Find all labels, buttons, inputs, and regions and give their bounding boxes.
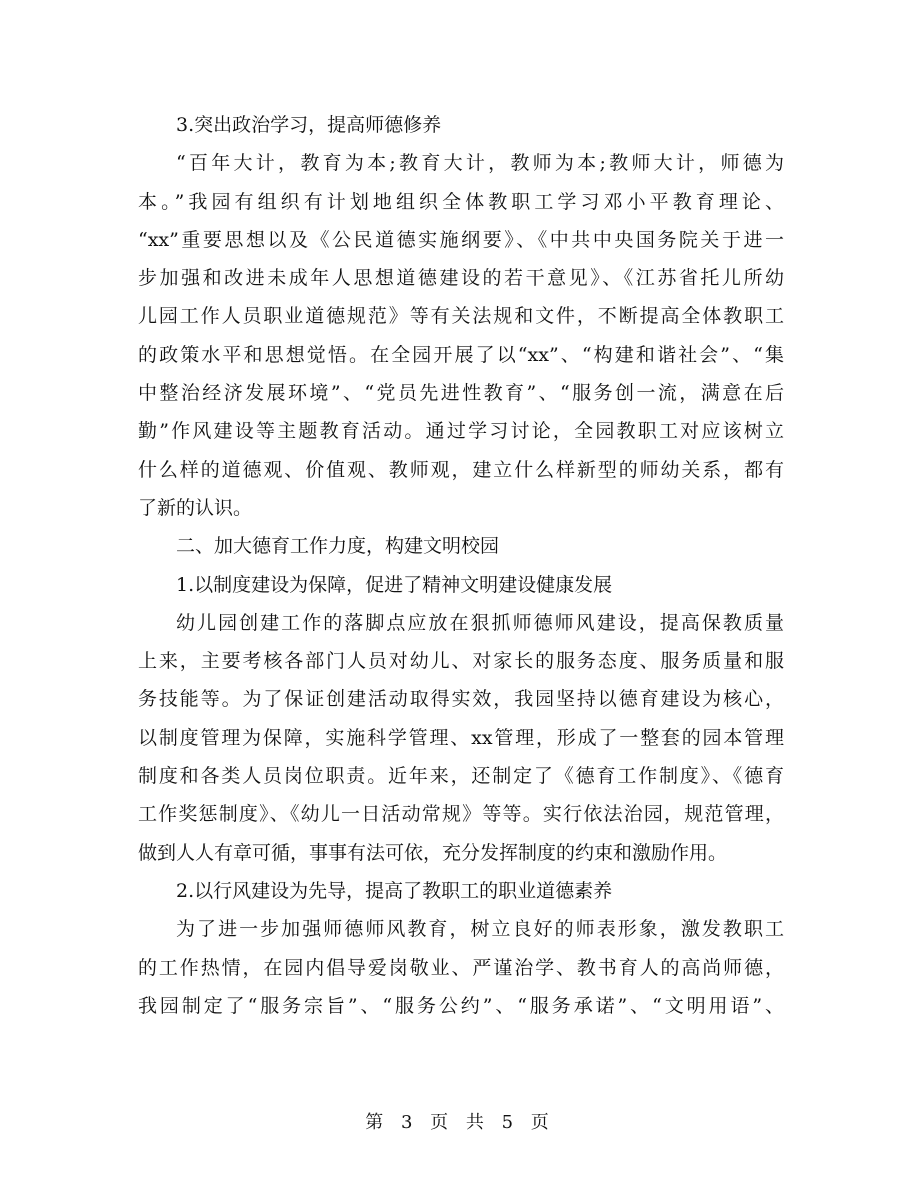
subsection-heading: 2.以行风建设为先导，提高了教职工的职业道德素养 (176, 879, 613, 902)
paragraph-line: 幼儿园创建工作的落脚点应放在狠抓师德师风建设，提高保教质量 (176, 611, 784, 634)
paragraph-line: 儿园工作人员职业道德规范》等有关法规和文件，不断提高全体教职工 (138, 305, 784, 328)
paragraph-line: 为了进一步加强师德师风教育，树立良好的师表形象，激发教职工 (176, 918, 784, 941)
paragraph-line: 什么样的道德观、价值观、教师观，建立什么样新型的师幼关系，都有 (138, 458, 784, 481)
paragraph-line: “百年大计，教育为本;教育大计，教师为本;教师大计，师德为 (176, 152, 784, 175)
page-footer: 第 3 页 共 5 页 (365, 1112, 555, 1133)
paragraph-line: 步加强和改进未成年人思想道德建设的若干意见》、《江苏省托儿所幼 (138, 267, 784, 290)
document-body (138, 106, 784, 1025)
paragraph-line: 中整治经济发展环境”、“党员先进性教育”、“服务创一流，满意在后 (138, 382, 784, 405)
paragraph-line: 勤”作风建设等主题教育活动。通过学习讨论，全园教职工对应该树立 (138, 420, 784, 443)
section-heading: 二、加大德育工作力度，构建文明校园 (176, 535, 500, 558)
paragraph-line: 了新的认识。 (138, 496, 253, 519)
paragraph-line: 上来，主要考核各部门人员对幼儿、对家长的服务态度、服务质量和服 (138, 650, 784, 673)
subsection-heading: 1.以制度建设为保障，促进了精神文明建设健康发展 (176, 573, 613, 596)
paragraph-line: 我园制定了“服务宗旨”、“服务公约”、“服务承诺”、“文明用语”、 (138, 994, 784, 1017)
paragraph-line: 以制度管理为保障，实施科学管理、xx管理，形成了一整套的园本管理 (138, 726, 784, 749)
paragraph-line: 本。”我园有组织有计划地组织全体教职工学习邓小平教育理论、 (138, 190, 784, 213)
paragraph-line: 务技能等。为了保证创建活动取得实效，我园坚持以德育建设为核心， (138, 688, 784, 711)
section-heading: 3.突出政治学习，提高师德修养 (176, 114, 442, 136)
paragraph-line: 做到人人有章可循，事事有法可依，充分发挥制度的约束和激励作用。 (138, 841, 728, 864)
paragraph-line: 工作奖惩制度》、《幼儿一日活动常规》等等。实行依法治园，规范管理， (138, 803, 784, 826)
paragraph-line: 的工作热情，在园内倡导爱岗敬业、严谨治学、教书育人的高尚师德， (138, 956, 784, 979)
paragraph-line: “xx”重要思想以及《公民道德实施纲要》、《中共中央国务院关于进一 (138, 228, 784, 251)
paragraph-line: 的政策水平和思想觉悟。在全园开展了以“xx”、“构建和谐社会”、“集 (138, 343, 784, 366)
paragraph-line: 制度和各类人员岗位职责。近年来，还制定了《德育工作制度》、《德育 (138, 765, 784, 788)
